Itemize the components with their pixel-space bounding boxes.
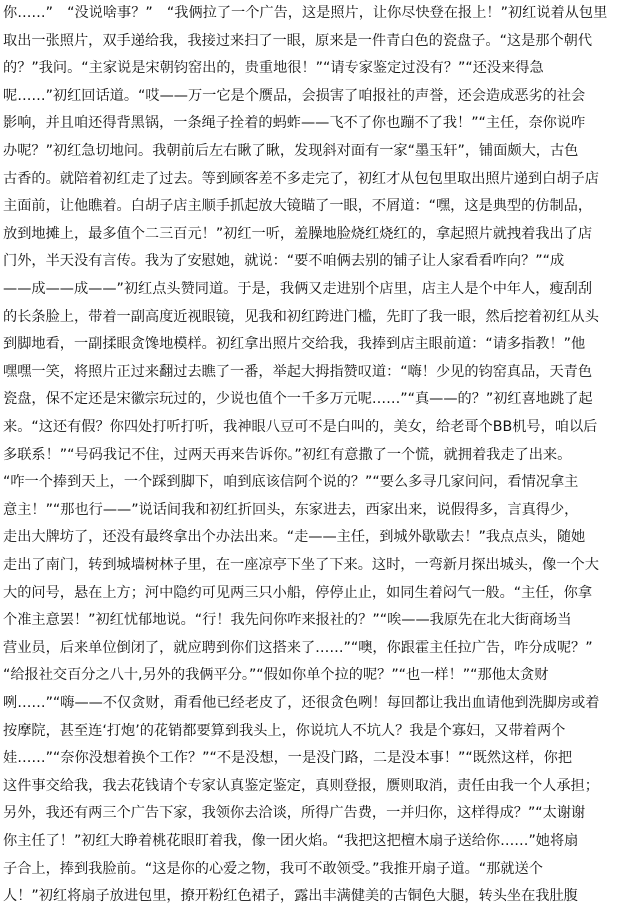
text-line: 多联系！”“号码我记不住，过两天再来告诉你。”初红有意撒了一个慌，就拥着我走了出来。 (3, 446, 572, 463)
text-line: 大的问号，悬在上方；河中隐约可见两三只小船，停停止止，如同生着闷气一般。“主任，你拿 (3, 584, 593, 601)
text-line: 来。“这还有假？你四处打听打听，我神眼八豆可不是白叫的，美女，给老哥个BB机号，咱以后 (3, 419, 598, 435)
text-line: 门外，半天没有言传。我为了安慰她，就说：“要不咱俩去别的铺子让人家看看咋向？”“成 (3, 253, 565, 270)
text-line: “给报社交百分之八十,另外的我俩平分。”“假如你单个拉的呢？”“也一样！”“那他太贪财 (3, 667, 549, 684)
text-line: 的长条脸上，带着一副高度近视眼镜，见我和初红跨进门槛，先盯了我一眼，然后挖着初红从头 (3, 308, 599, 325)
text-line: 走出大牌坊了，还没有最终拿出个办法出来。“走——主任，到城外歇歇去！”我点点头，随她 (3, 529, 586, 546)
text-line: 放到地摊上，最多值个二三百元！”初红一听，羞臊地脸烧红烧红的，拿起照片就拽着我出了店 (3, 225, 593, 242)
text-line: 另外，我还有两三个广告下家，我领你去洽谈，所得广告费，一并归你，这样得成？”“太谢谢 (3, 805, 586, 822)
text-line: 取出一张照片，双手递给我，我接过来扫了一眼，原来是一件青白色的瓷盘子。“这是那个朝代 (3, 32, 593, 49)
text-line: 瓷盘，保不定还是宋徽宗玩过的，少说也值个一千多万元呢……”“真——的？”初红喜地跳了起 (3, 391, 593, 408)
text-line: 办呢？”初红急切地问。我朝前后左右瞅了瞅，发现斜对面有一家“墨玉轩”，铺面颇大，古色 (3, 143, 579, 159)
text-line: 这件事交给我，我去花钱请个专家认真鉴定鉴定，真则登报，赝则取消，责任由我一个人承担； (3, 777, 599, 794)
text-line: 到脚地看，一副揉眼贪馋地模样。初红拿出照片交给我，我捧到店主眼前道：“请多指教！”他 (3, 336, 586, 353)
text-line: 个准主意罢！”初红忧郁地说。“行！我先问你咋来报社的？”“唉——我原先在北大街商场当 (3, 612, 572, 629)
text-line: 你主任了！”初红大睁着桃花眼盯着我，像一团火焰。“我把这把檀木扇子送给你……”她将扇 (3, 833, 579, 849)
text-line: 你……” “没说啥事？” “我俩拉了一个广告，这是照片，让你尽快登在报上！”初红说着从包里 (3, 5, 608, 21)
text-line: 主面前，让他瞧着。白胡子店主顺手抓起放大镜瞄了一眼，不屑道：“嘿，这是典型的仿制品， (3, 198, 593, 215)
text-line: 按摩院，甚至连‘打炮’的花销都要算到我头上，你说坑人不坑人？我是个寡妇，又带着两个 (3, 722, 566, 739)
text-line: “咋一个捧到天上，一个踩到脚下，咱到底该信阿个说的？”“要么多寻几家问问，看情况拿主 (3, 474, 579, 491)
text-line: 呢……”初红回话道。“哎——万一它是个赝品，会损害了咱报社的声誉，还会造成恶劣的社会 (3, 87, 586, 104)
text-line: 的？”我问。“主家说是宋朝钧窑出的，贵重地很！”“请专家鉴定过没有？”“还没来得急 (3, 60, 544, 77)
text-line: 影响，并且咱还得背黑锅，一条绳子拴着的蚂蚱——飞不了你也蹦不了我！”“主任，奈你说咋 (3, 115, 586, 132)
text-line: 娃……”“奈你没想着换个工作？”“不是没想，一是没门路，二是没本事！”“既然这样，你把 (3, 750, 573, 767)
text-line: 走出了南门，转到城墙树林子里，在一座凉亭下坐了下来。这时，一弯新月探出城头，像一个大 (3, 557, 599, 573)
text-line: 营业员，后来单位倒闭了，就应聘到你们这搭来了……”“噢，你跟霍主任拉广告，咋分成呢？” (3, 639, 593, 656)
document-page (3, 0, 628, 924)
text-line: 嘿嘿一笑，将照片正过来翻过去瞧了一番，举起大拇指赞叹道：“嗨！少见的钧窑真品，天青色 (3, 363, 593, 380)
text-line: 意主！”“那也行——”说话间我和初红折回头，东家进去，西家出来，说假得多，言真得少， (3, 501, 579, 518)
text-line: 子合上，捧到我脸前。“这是你的心爱之物，我可不敢领受。”我推开扇子道。“那就送个 (3, 860, 543, 877)
text-line: 人！”初红将扇子放进包里，撩开粉红色裙子，露出丰满健美的古铜色大腿，转头坐在我肚腹 (3, 888, 578, 905)
text-line: 咧……”“嗨——不仅贪财，甭看他已经老皮了，还很贪色咧！每回都让我出血请他到洗脚房或着 (3, 695, 600, 711)
text-line: ——成——成——”初红点头赞同道。于是，我俩又走进别个店里，店主人是个中年人，瘦刮刮 (3, 281, 593, 297)
text-line: 古香的。就陪着初红走了过去。等到顾客差不多走完了，初红才从包包里取出照片递到白胡子店 (3, 170, 599, 187)
